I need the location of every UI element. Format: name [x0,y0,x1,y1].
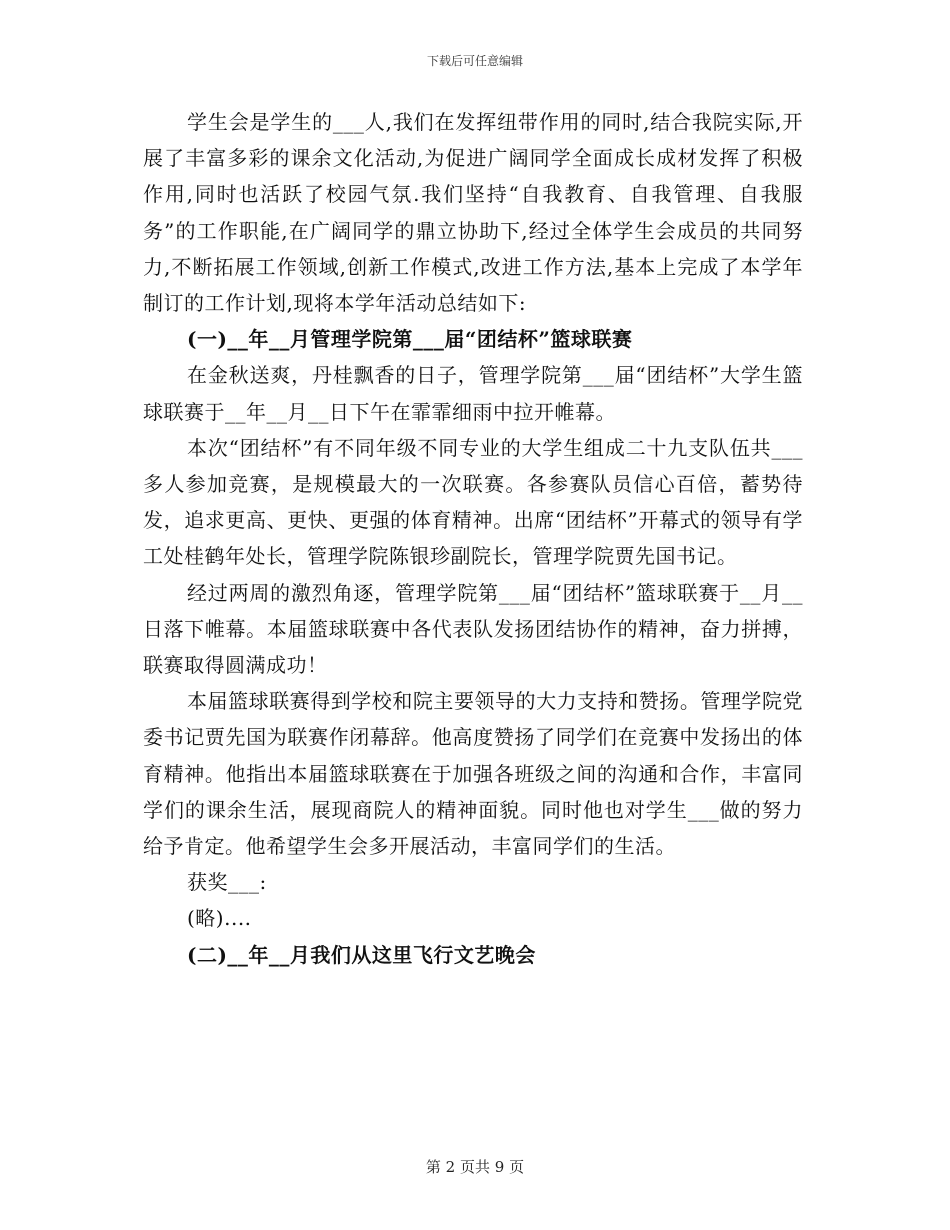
paragraph-awards: 获奖___: [187,870,267,895]
section-heading-1: (一)__年__月管理学院第___届“团结杯”篮球联赛 [187,327,633,352]
paragraph-omitted: (略).... [187,906,252,931]
document-body [143,104,803,973]
paragraph-closing: 经过两周的激烈角逐，管理学院第___届“团结杯”篮球联赛于__月__日落下帷幕。本届篮球联赛中各代表队发扬团结协作的精神，奋力拼搏，联赛取得圆满成功！ [143,580,803,678]
paragraph-participants: 本次“团结杯”有不同年级不同专业的大学生组成二十九支队伍共___多人参加竞赛，是规模最大的一次联赛。各参赛队员信心百倍，蓄势待发，追求更高、更快、更强的体育精神。出席“团结杯”开幕式的领导有学工处桂鹤年处长，管理学院陈银珍副院长，管理学院贾先国书记。 [143,435,803,569]
page-footer: 第 2 页共 9 页 [425,1158,525,1176]
paragraph-speech: 本届篮球联赛得到学校和院主要领导的大力支持和赞扬。管理学院党委书记贾先国为联赛作闭幕辞。他高度赞扬了同学们在竞赛中发扬出的体育精神。他指出本届篮球联赛在于加强各班级之间的沟通和合作，丰富同学们的课余生活，展现商院人的精神面貌。同时他也对学生___做的努力给予肯定。他希望学生会多开展活动，丰富同学们的生活。 [143,689,803,859]
page-header: 下载后可任意编辑 [426,54,523,68]
paragraph-opening: 在金秋送爽，丹桂飘香的日子，管理学院第___届“团结杯”大学生篮球联赛于__年__月__日下午在霏霏细雨中拉开帷幕。 [143,363,803,424]
paragraph-intro: 学生会是学生的___人,我们在发挥纽带作用的同时,结合我院实际,开展了丰富多彩的课余文化活动,为促进广阔同学全面成长成材发挥了积极作用,同时也活跃了校园气氛.我们坚持“自我教育、自我管理、自我服务”的工作职能,在广阔同学的鼎立协助下,经过全体学生会成员的共同努力,不断拓展工作领域,创新工作模式,改进工作方法,基本上完成了本学年制订的工作计划,现将本学年活动总结如下: [143,110,803,316]
section-heading-2: (二)__年__月我们从这里飞行文艺晚会 [187,942,536,967]
